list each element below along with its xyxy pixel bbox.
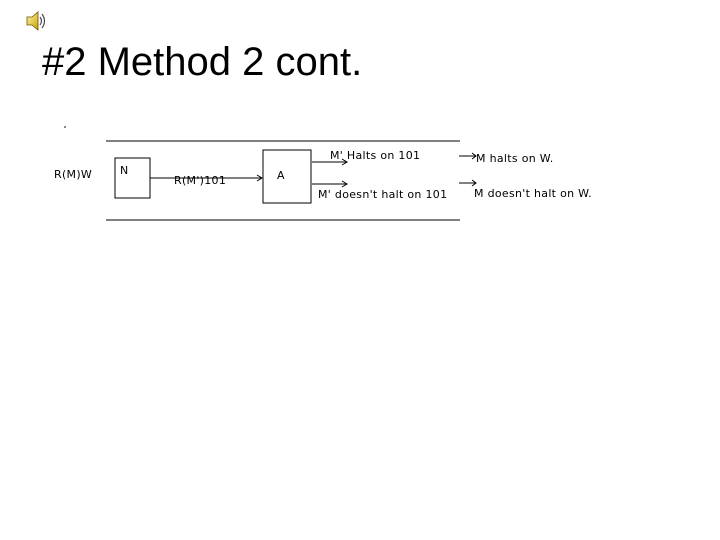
machine-a-label: A — [277, 169, 285, 182]
output-bottom-label: M' doesn't halt on 101 — [318, 188, 448, 201]
output-top-label: M' Halts on 101 — [330, 149, 421, 162]
machine-n-label: N — [120, 164, 129, 177]
slide-title: #2 Method 2 cont. — [42, 40, 363, 84]
result-top-label: M halts on W. — [476, 152, 554, 165]
input-label: R(M)W — [54, 168, 93, 181]
machine-a-box — [263, 150, 311, 203]
result-bottom-label: M doesn't halt on W. — [474, 187, 592, 200]
intermediate-label: R(M')101 — [174, 174, 227, 187]
stray-dot — [64, 126, 66, 128]
